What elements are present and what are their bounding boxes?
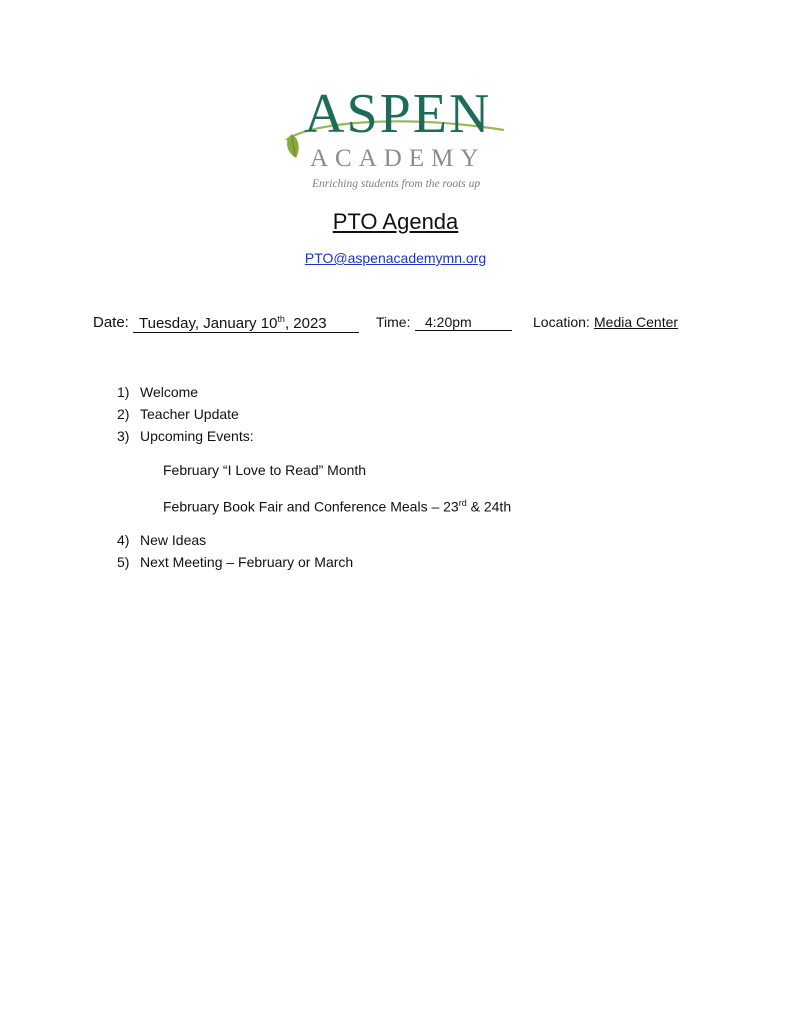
- agenda-item-text: New Ideas: [140, 532, 207, 548]
- time-label: Time:: [376, 314, 411, 330]
- agenda-item-text: Teacher Update: [140, 406, 239, 422]
- agenda-item-text: Next Meeting – February or March: [140, 554, 354, 570]
- agenda-item-number: 5): [117, 554, 130, 570]
- aspen-academy-logo: [282, 83, 508, 196]
- email-link[interactable]: PTO@aspenacademymn.org: [304, 250, 487, 266]
- location-label: Location:: [533, 314, 590, 330]
- logo-tagline: Enriching students from the roots up: [312, 178, 481, 190]
- agenda-item-number: 2): [117, 406, 130, 422]
- location-value: Media Center: [594, 314, 679, 330]
- date-value: [133, 314, 359, 333]
- agenda-item-text: Welcome: [140, 384, 199, 400]
- date-label: Date:: [93, 314, 129, 331]
- date-text: Tuesday, January 10: [139, 315, 278, 332]
- event-book-fair-tail: & 24th: [466, 498, 512, 515]
- event-ordinal: rd: [458, 498, 467, 508]
- logo-subtitle: ACADEMY: [310, 145, 486, 172]
- event-book-fair: [163, 498, 511, 515]
- agenda-item-number: 3): [117, 428, 130, 444]
- date-year: , 2023: [284, 315, 327, 332]
- meeting-details: [93, 314, 733, 334]
- date-ordinal: th: [277, 314, 285, 324]
- event-book-fair-text: February Book Fair and Conference Meals – 23: [163, 498, 459, 515]
- agenda-item-text: Upcoming Events:: [140, 428, 254, 444]
- logo-wordmark: ASPEN: [304, 83, 492, 145]
- page-title: PTO Agenda: [332, 209, 459, 234]
- time-value: 4:20pm: [415, 314, 512, 331]
- event-read-month: February “I Love to Read” Month: [163, 462, 367, 478]
- agenda-item-number: 4): [117, 532, 130, 548]
- agenda-item-number: 1): [117, 384, 130, 400]
